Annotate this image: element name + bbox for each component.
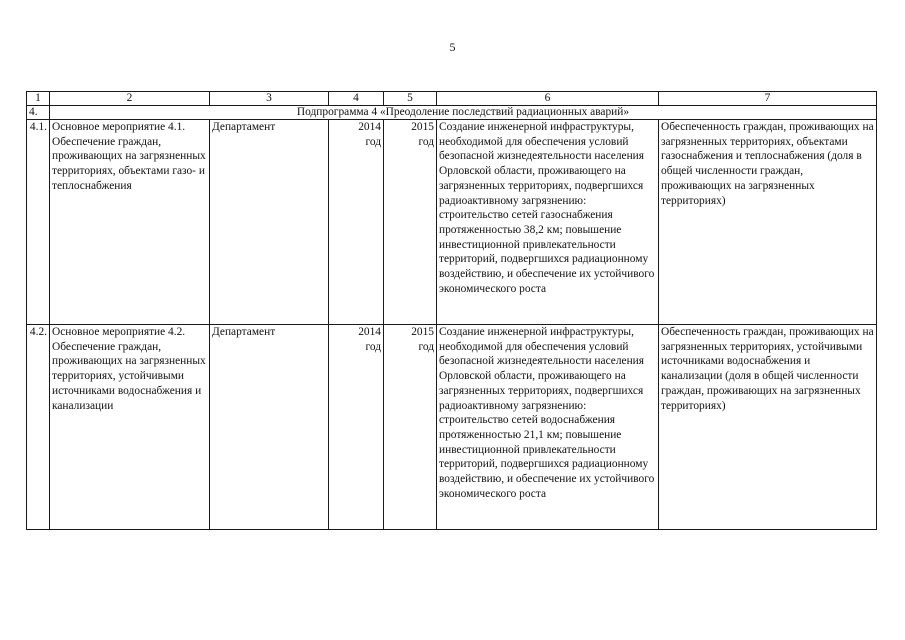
column-number: 5 [384,92,437,106]
column-number: 3 [210,92,329,106]
executor-cell: Департамент [210,120,329,325]
indicator-cell: Обеспеченность граждан, проживающих на загрязненных территориях, объектами газоснабжения и теплоснабжения (доля в общей численности граждан, проживающих на загрязненных территориях) [659,120,877,325]
measure-cell: Основное мероприятие 4.1. Обеспечение граждан, проживающих на загрязненных территориях, объектами газо- и теплоснабжения [50,120,210,325]
table-row [27,325,877,530]
start-year-unit: год [365,135,381,148]
end-year-unit: год [418,340,434,353]
measure-cell: Основное мероприятие 4.2. Обеспечение граждан, проживающих на загрязненных территориях, устойчивыми источниками водоснабжения и канализации [50,325,210,530]
subprogram-number: 4. [27,106,50,120]
column-number-row [27,92,877,106]
row-number: 4.2. [27,325,50,530]
start-year-cell [329,325,384,530]
program-measures-table [26,91,877,530]
end-year: 2015 [411,121,434,133]
row-number: 4.1. [27,120,50,325]
end-year-unit: год [418,135,434,148]
page-number: 5 [449,40,456,54]
column-number: 2 [50,92,210,106]
indicator-cell: Обеспеченность граждан, проживающих на загрязненных территориях, устойчивыми источниками водоснабжения и канализации (доля в общей численности граждан, проживающих на загрязненных территориях) [659,325,877,530]
end-year-cell [384,325,437,530]
column-number: 1 [27,92,50,106]
start-year: 2014 [358,326,381,338]
column-number: 7 [659,92,877,106]
subprogram-title: Подпрограмма 4 «Преодоление последствий радиационных аварий» [50,106,877,120]
executor-cell: Департамент [210,325,329,530]
column-number: 4 [329,92,384,106]
subprogram-row [27,106,877,120]
start-year-cell [329,120,384,325]
column-number: 6 [437,92,659,106]
start-year: 2014 [358,121,381,133]
result-cell: Создание инженерной инфраструктуры, необходимой для обеспечения условий безопасной жизнедеятельности населения Орловской области, проживающего на загрязненных территориях, подвергшихся радиоактивному загрязнению: строительство сетей газоснабжения протяженностью 38,2 км; повышение инвестиционной привлекательности территорий, подвергшихся радиационному воздействию, и обеспечение их устойчивого экономического роста [437,120,659,325]
start-year-unit: год [365,340,381,353]
table-row [27,120,877,325]
end-year: 2015 [411,326,434,338]
end-year-cell [384,120,437,325]
result-cell: Создание инженерной инфраструктуры, необходимой для обеспечения условий безопасной жизнедеятельности населения Орловской области, проживающего на загрязненных территориях, подвергшихся радиоактивному загрязнению: строительство сетей водоснабжения протяженностью 21,1 км; повышение инвестиционной привлекательности территорий, подвергшихся радиационному воздействию, и обеспечение их устойчивого экономического роста [437,325,659,530]
